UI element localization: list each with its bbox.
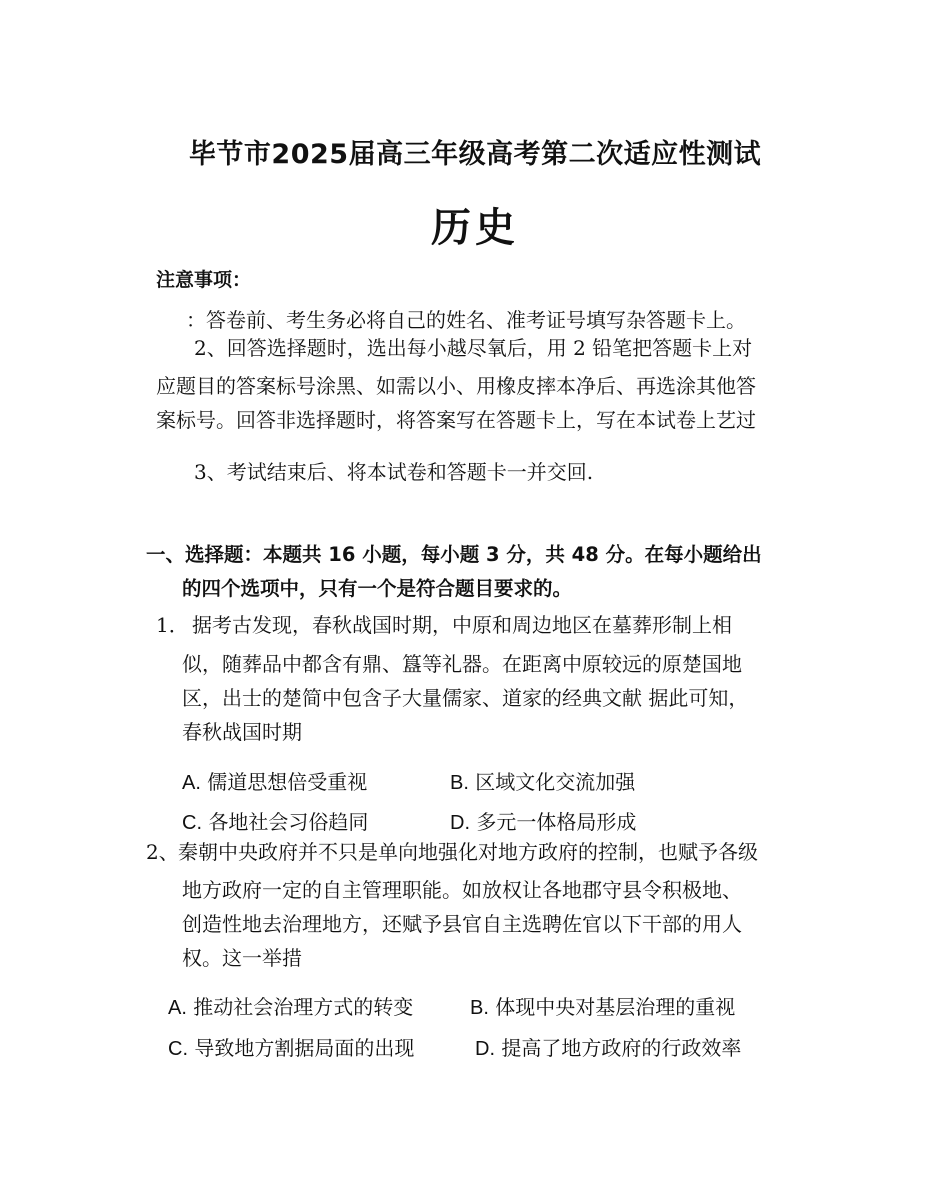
question-2-stem-line-1: 秦朝中央政府并不只是单向地强化对地方政府的控制，也赋予各级 [178,840,758,864]
question-2-stem-line-3: 创造性地去治理地方，还赋予县官自主选聘佐官以下干部的用人 [182,912,742,936]
option-letter: A. [168,997,187,1019]
option-letter: C. [182,812,202,834]
question-1-option-d [450,806,636,835]
option-letter: B. [470,997,489,1019]
option-text: 推动社会治理方式的转变 [193,995,414,1019]
notice-item-2-line-2: 应题目的答案标号涂黑、如需以小、用橡皮摔本净后、再选涂其他答 [156,374,756,398]
exam-title: 毕节市2025届高三年级高考第二次适应性测试 [188,139,762,170]
option-letter: D. [475,1038,495,1060]
question-1-option-a [182,766,367,795]
section-heading-line-2: 的四个选项中，只有一个是符合题目要求的。 [182,577,573,600]
question-1-number: 1． [156,613,189,637]
option-text: 体现中央对基层治理的重视 [495,995,736,1019]
question-1-stem-line-3: 区，出士的楚简中包含子大量儒家、道家的经典文献 据此可知， [182,686,749,710]
option-text: 导致地方割据局面的出现 [194,1036,415,1060]
question-2-option-a [168,991,413,1020]
question-1-option-b [450,766,635,795]
notice-item-2-line-1: 2、回答选择题时，选出每小越尽氧后，用 2 铅笔把答题卡上对 [194,336,753,360]
option-text: 儒道思想倍受重视 [207,770,368,794]
question-2-number: 2、 [146,840,179,864]
question-1-stem-line-2: 似，随葬品中都含有鼎、簋等礼器。在距离中原较远的原楚国地 [182,652,742,676]
option-text: 各地社会习俗趋同 [208,810,369,834]
question-2-option-d [475,1032,741,1061]
option-text: 提高了地方政府的行政效率 [501,1036,742,1060]
notice-item-2-line-3: 案标号。回答非选择题时，将答案写在答题卡上，写在本试卷上艺过 [156,408,756,432]
question-2-option-b [470,991,735,1020]
option-letter: D. [450,812,470,834]
subject-title: 历史 [431,205,519,251]
option-letter: B. [450,772,469,794]
question-1-stem-line-4: 春秋战国时期 [182,720,302,744]
question-1-stem-line-1: 据考古发现，春秋战国时期，中原和周边地区在墓葬形制上相 [192,613,732,637]
section-heading-line-1: 一、选择题：本题共 16 小题，每小题 3 分，共 48 分。在每小题给出 [146,543,762,566]
notice-heading: 注意事项： [156,269,252,291]
notice-item-3: 3、考试结束后、将本试卷和答题卡一并交回. [194,460,594,484]
option-letter: C. [168,1038,188,1060]
question-2-stem-line-2: 地方政府一定的自主管理职能。如放权让各地郡守县令积极地、 [182,878,742,902]
option-text: 多元一体格局形成 [476,810,637,834]
question-2-stem-line-4: 权。这一举措 [182,946,302,970]
notice-item-1: ：答卷前、考生务必将自己的姓名、准考证号填写杂答题卡上。 [186,308,746,332]
question-1-option-c [182,806,368,835]
question-2-option-c [168,1032,414,1061]
option-letter: A. [182,772,201,794]
option-text: 区域文化交流加强 [475,770,636,794]
